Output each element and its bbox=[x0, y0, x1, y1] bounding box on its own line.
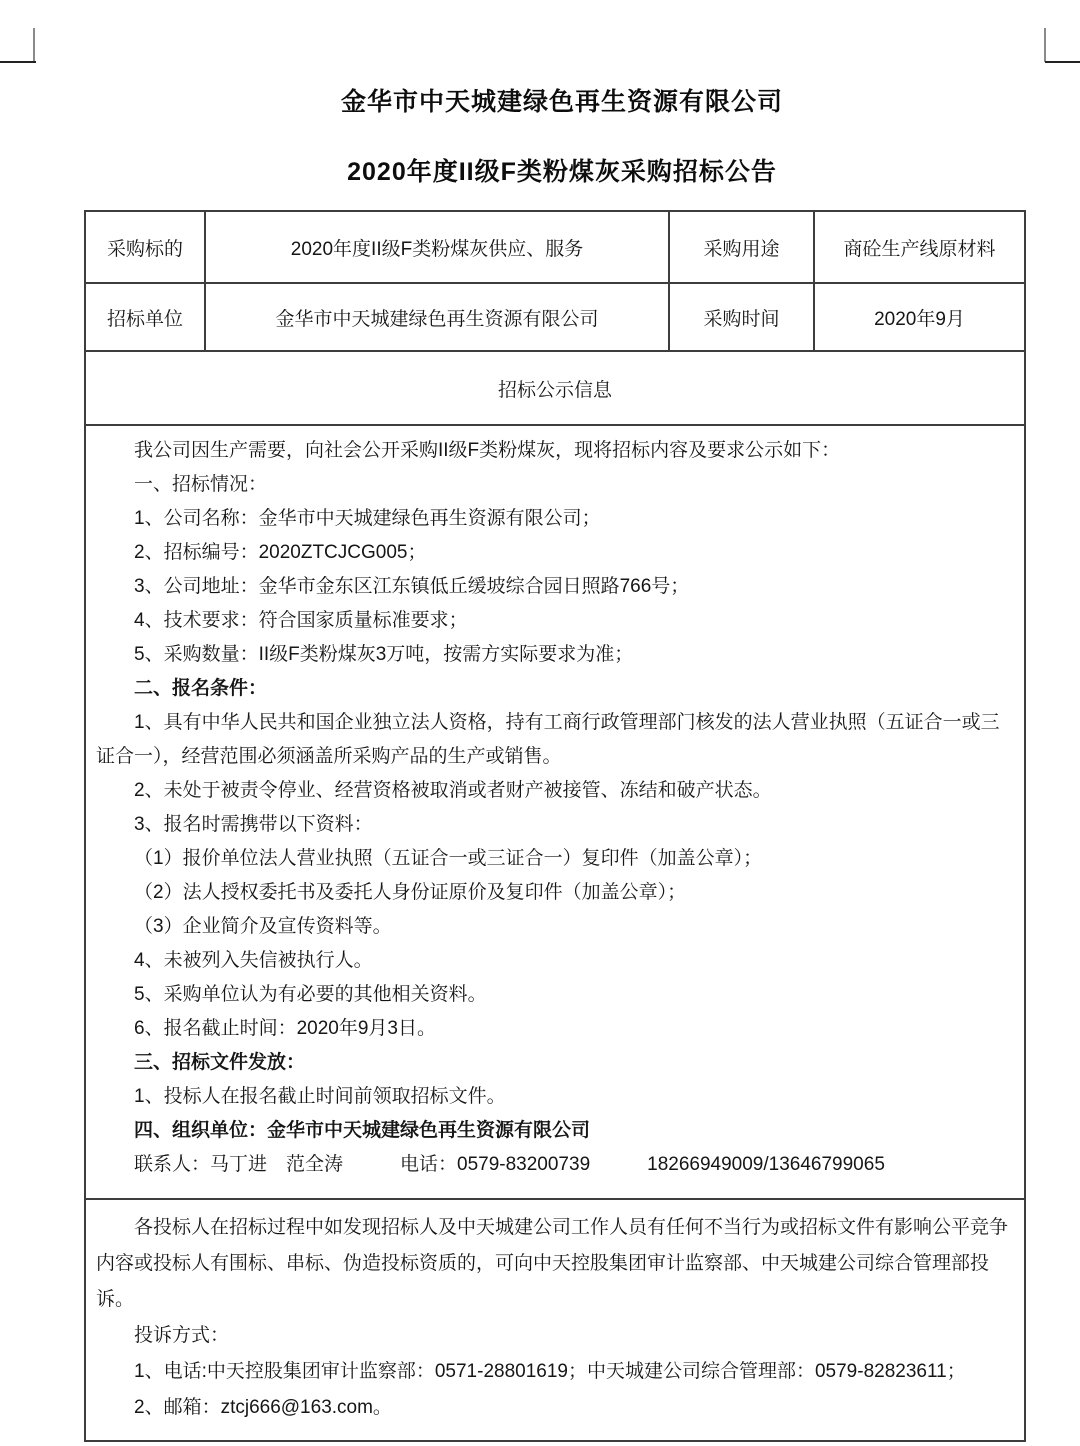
crop-mark-top-left-horizontal bbox=[0, 61, 36, 63]
body-paragraph: 我公司因生产需要，向社会公开采购II级F类粉煤灰，现将招标内容及要求公示如下： bbox=[134, 440, 841, 461]
cell-procurement-subject-value: 2020年度II级F类粉煤灰供应、服务 bbox=[205, 211, 669, 283]
cell-procurement-time-label: 采购时间 bbox=[669, 283, 814, 351]
body-paragraph: 3、公司地址：金华市金东区江东镇低丘缓坡综合园日照路766号； bbox=[134, 576, 690, 597]
document-subtitle: 2020年度II级F类粉煤灰采购招标公告 bbox=[347, 158, 777, 186]
body-paragraph: 5、采购数量：II级F类粉煤灰3万吨，按需方实际要求为准； bbox=[134, 644, 634, 665]
body-paragraph: 2、招标编号：2020ZTCJCG005； bbox=[134, 542, 427, 563]
body-paragraph: 一、招标情况： bbox=[134, 474, 268, 495]
complaint-cell bbox=[85, 1199, 1025, 1441]
body-section-heading: 三、招标文件发放： bbox=[134, 1052, 306, 1073]
section-header-cell: 招标公示信息 bbox=[85, 351, 1025, 425]
crop-mark-top-right-vertical bbox=[1044, 28, 1046, 62]
contact-line: 联系人：马丁进 范全涛 电话：0579-83200739 18266949009/13646799065 bbox=[134, 1154, 885, 1175]
body-paragraph: 3、报名时需携带以下资料： bbox=[134, 814, 373, 835]
cell-procurement-time-value: 2020年9月 bbox=[814, 283, 1025, 351]
body-paragraph: 1、公司名称：金华市中天城建绿色再生资源有限公司； bbox=[134, 508, 601, 529]
cell-tender-unit-label: 招标单位 bbox=[85, 283, 205, 351]
body-paragraph: 2、未处于被责令停业、经营资格被取消或者财产被接管、冻结和破产状态。 bbox=[134, 780, 772, 801]
cell-tender-unit-value: 金华市中天城建绿色再生资源有限公司 bbox=[205, 283, 669, 351]
body-paragraph: （3）企业简介及宣传资料等。 bbox=[134, 916, 392, 937]
table-row bbox=[85, 211, 1025, 283]
body-paragraph: （2）法人授权委托书及委托人身份证原价及复印件（加盖公章）； bbox=[134, 882, 687, 903]
cell-procurement-use-label: 采购用途 bbox=[669, 211, 814, 283]
complaint-paragraph: 投诉方式： bbox=[134, 1325, 230, 1346]
body-section-heading: 二、报名条件： bbox=[134, 678, 268, 699]
body-paragraph: 1、投标人在报名截止时间前领取招标文件。 bbox=[134, 1086, 506, 1107]
crop-mark-top-left-vertical bbox=[33, 28, 35, 62]
body-paragraph: 1、具有中华人民共和国企业独立法人资格，持有工商行政管理部门核发的法人营业执照（五证合一或三证合一），经营范围必须涵盖所采购产品的生产或销售。 bbox=[96, 712, 1000, 767]
body-paragraph: 4、技术要求：符合国家质量标准要求； bbox=[134, 610, 468, 631]
cell-procurement-subject-label: 采购标的 bbox=[85, 211, 205, 283]
table-row bbox=[85, 1199, 1025, 1441]
table-row bbox=[85, 283, 1025, 351]
body-paragraph: 4、未被列入失信被执行人。 bbox=[134, 950, 373, 971]
body-paragraph: （1）报价单位法人营业执照（五证合一或三证合一）复印件（加盖公章）； bbox=[134, 848, 763, 869]
cell-procurement-use-value: 商砼生产线原材料 bbox=[814, 211, 1025, 283]
complaint-paragraph: 1、电话:中天控股集团审计监察部：0571-28801619；中天城建公司综合管理部：0579-82823611； bbox=[134, 1361, 966, 1382]
body-paragraph: 5、采购单位认为有必要的其他相关资料。 bbox=[134, 984, 487, 1005]
body-paragraph: 6、报名截止时间：2020年9月3日。 bbox=[134, 1018, 436, 1039]
complaint-paragraph: 各投标人在招标过程中如发现招标人及中天城建公司工作人员有任何不当行为或招标文件有影响公平竞争内容或投标人有围标、串标、伪造投标资质的，可向中天控股集团审计监察部、中天城建公司综合管理部投诉。 bbox=[96, 1217, 1009, 1310]
complaint-paragraph: 2、邮箱：ztcj666@163.com。 bbox=[134, 1397, 392, 1418]
document-title: 金华市中天城建绿色再生资源有限公司 bbox=[340, 88, 783, 116]
announcement-body-cell bbox=[85, 425, 1025, 1199]
title-block bbox=[92, 0, 1032, 188]
crop-mark-top-right-horizontal bbox=[1045, 61, 1080, 63]
body-section-heading: 四、组织单位：金华市中天城建绿色再生资源有限公司 bbox=[134, 1120, 591, 1141]
table-row bbox=[85, 425, 1025, 1199]
table-row bbox=[85, 351, 1025, 425]
info-table bbox=[84, 210, 1026, 1442]
